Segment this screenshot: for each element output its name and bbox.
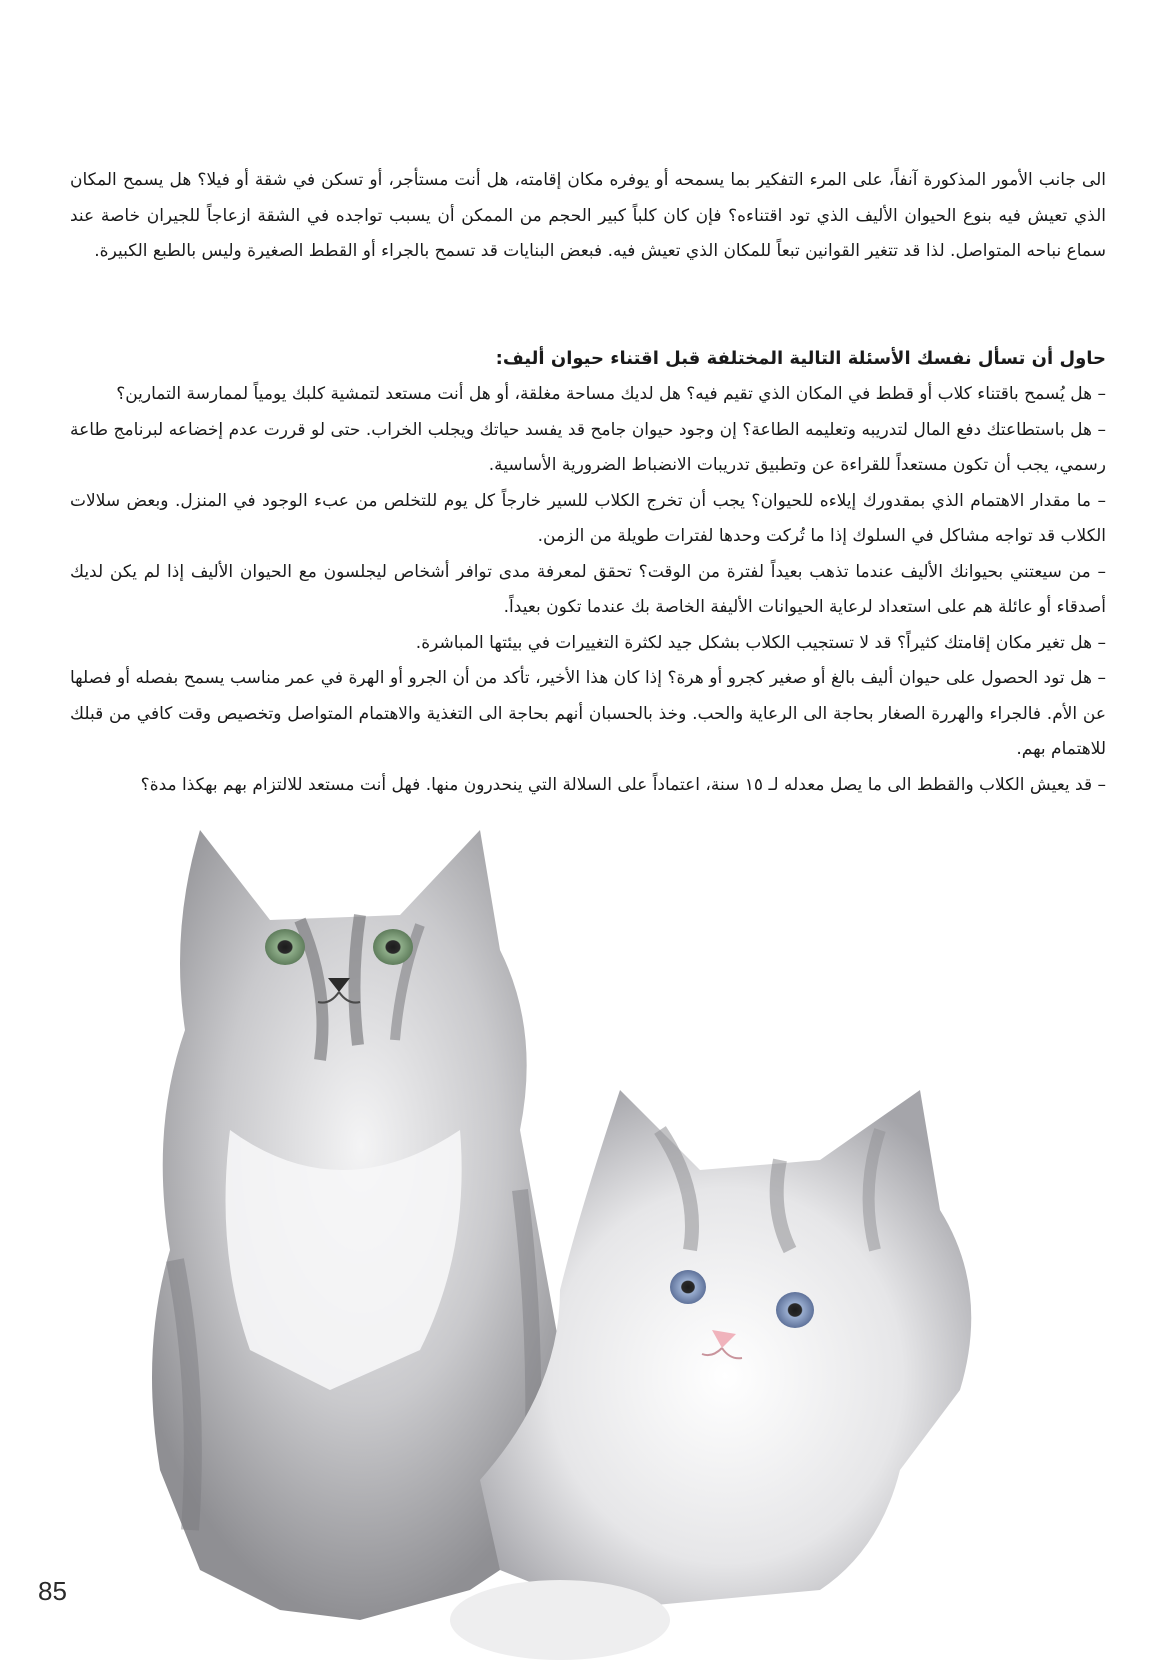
- kittens-photo: [0, 830, 1176, 1664]
- page-number: 85: [38, 1576, 67, 1606]
- question-item: – هل تود الحصول على حيوان أليف بالغ أو صغير كجرو أو هرة؟ إذا كان هذا الأخير، تأكد من أن الجرو أو الهرة في عمر مناسب يسمح بفصله أو فصلها عن الأم. فالجراء والهررة الصغار بحاجة الى الرعاية والحب. وخذ بالحسبان أنهم بحاجة الى التغذية والاهتمام المتواصل وتخصيص وقت كافي من قبلك للاهتمام بهم.: [70, 661, 1106, 768]
- question-item: – هل يُسمح باقتناء كلاب أو قطط في المكان الذي تقيم فيه؟ هل لديك مساحة مغلقة، أو هل أنت مستعد لتمشية كلبك يومياً لممارسة التمارين؟: [70, 377, 1106, 413]
- question-item: – هل تغير مكان إقامتك كثيراً؟ قد لا تستجيب الكلاب بشكل جيد لكثرة التغييرات في بيئتها المباشرة.: [70, 626, 1106, 662]
- question-item: – من سيعتني بحيوانك الأليف عندما تذهب بعيداً لفترة من الوقت؟ تحقق لمعرفة مدى توافر أشخاص ليجلسون مع الحيوان الأليف إذا لم يكن لديك أصدقاء أو عائلة هم على استعداد لرعاية الحيوانات الأليفة الخاصة بك عندما تكون بعيداً.: [70, 555, 1106, 626]
- kitten-eye-left: [670, 1270, 706, 1304]
- kitten-eye-right: [776, 1292, 814, 1328]
- intro-paragraph: الى جانب الأمور المذكورة آنفاً، على المرء التفكير بما يسمحه أو يوفره مكان إقامته، هل أنت مستأجر، أو تسكن في شقة أو فيلا؟ هل يسمح المكان الذي تعيش فيه بنوع الحيوان الأليف الذي تود اقتناءه؟ فإن كان كلباً كبير الحجم من الممكن أن يسبب تواجده في الشقة ازعاجاً للجيران خاصة عند سماع نباحه المتواصل. لذا قد تتغير القوانين تبعاً للمكان الذي تعيش فيه. فبعض البنايات قد تسمح بالجراء أو القطط الصغيرة وليس بالطبع الكبيرة.: [70, 170, 1106, 261]
- question-item: – ما مقدار الاهتمام الذي بمقدورك إيلاءه للحيوان؟ يجب أن تخرج الكلاب للسير خارجاً كل يوم للتخلص من عبء الوجود في المنزل. وبعض سلالات الكلاب قد تواجه مشاكل في السلوك إذا ما تُركت وحدها لفترات طويلة من الزمن.: [70, 484, 1106, 555]
- kitten-eye-left: [265, 929, 305, 965]
- questions-heading: حاول أن تسأل نفسك الأسئلة التالية المختلفة قبل اقتناء حيوان أليف:: [495, 348, 1106, 369]
- question-item: – هل باستطاعتك دفع المال لتدريبه وتعليمه الطاعة؟ إن وجود حيوان جامح قد يفسد حياتك ويجلب الخراب. حتى لو قررت عدم إخضاعه لبرنامج طاعة رسمي، يجب أن تكون مستعداً للقراءة عن وتطبيق تدريبات الانضباط الضرورية الأساسية.: [70, 413, 1106, 484]
- question-item: – قد يعيش الكلاب والقطط الى ما يصل معدله لـ ١٥ سنة، اعتماداً على السلالة التي ينحدرون منها. فهل أنت مستعد للالتزام بهم بهكذا مدة؟: [70, 768, 1106, 804]
- kitten-eye-right: [373, 929, 413, 965]
- questions-list: [70, 377, 1106, 803]
